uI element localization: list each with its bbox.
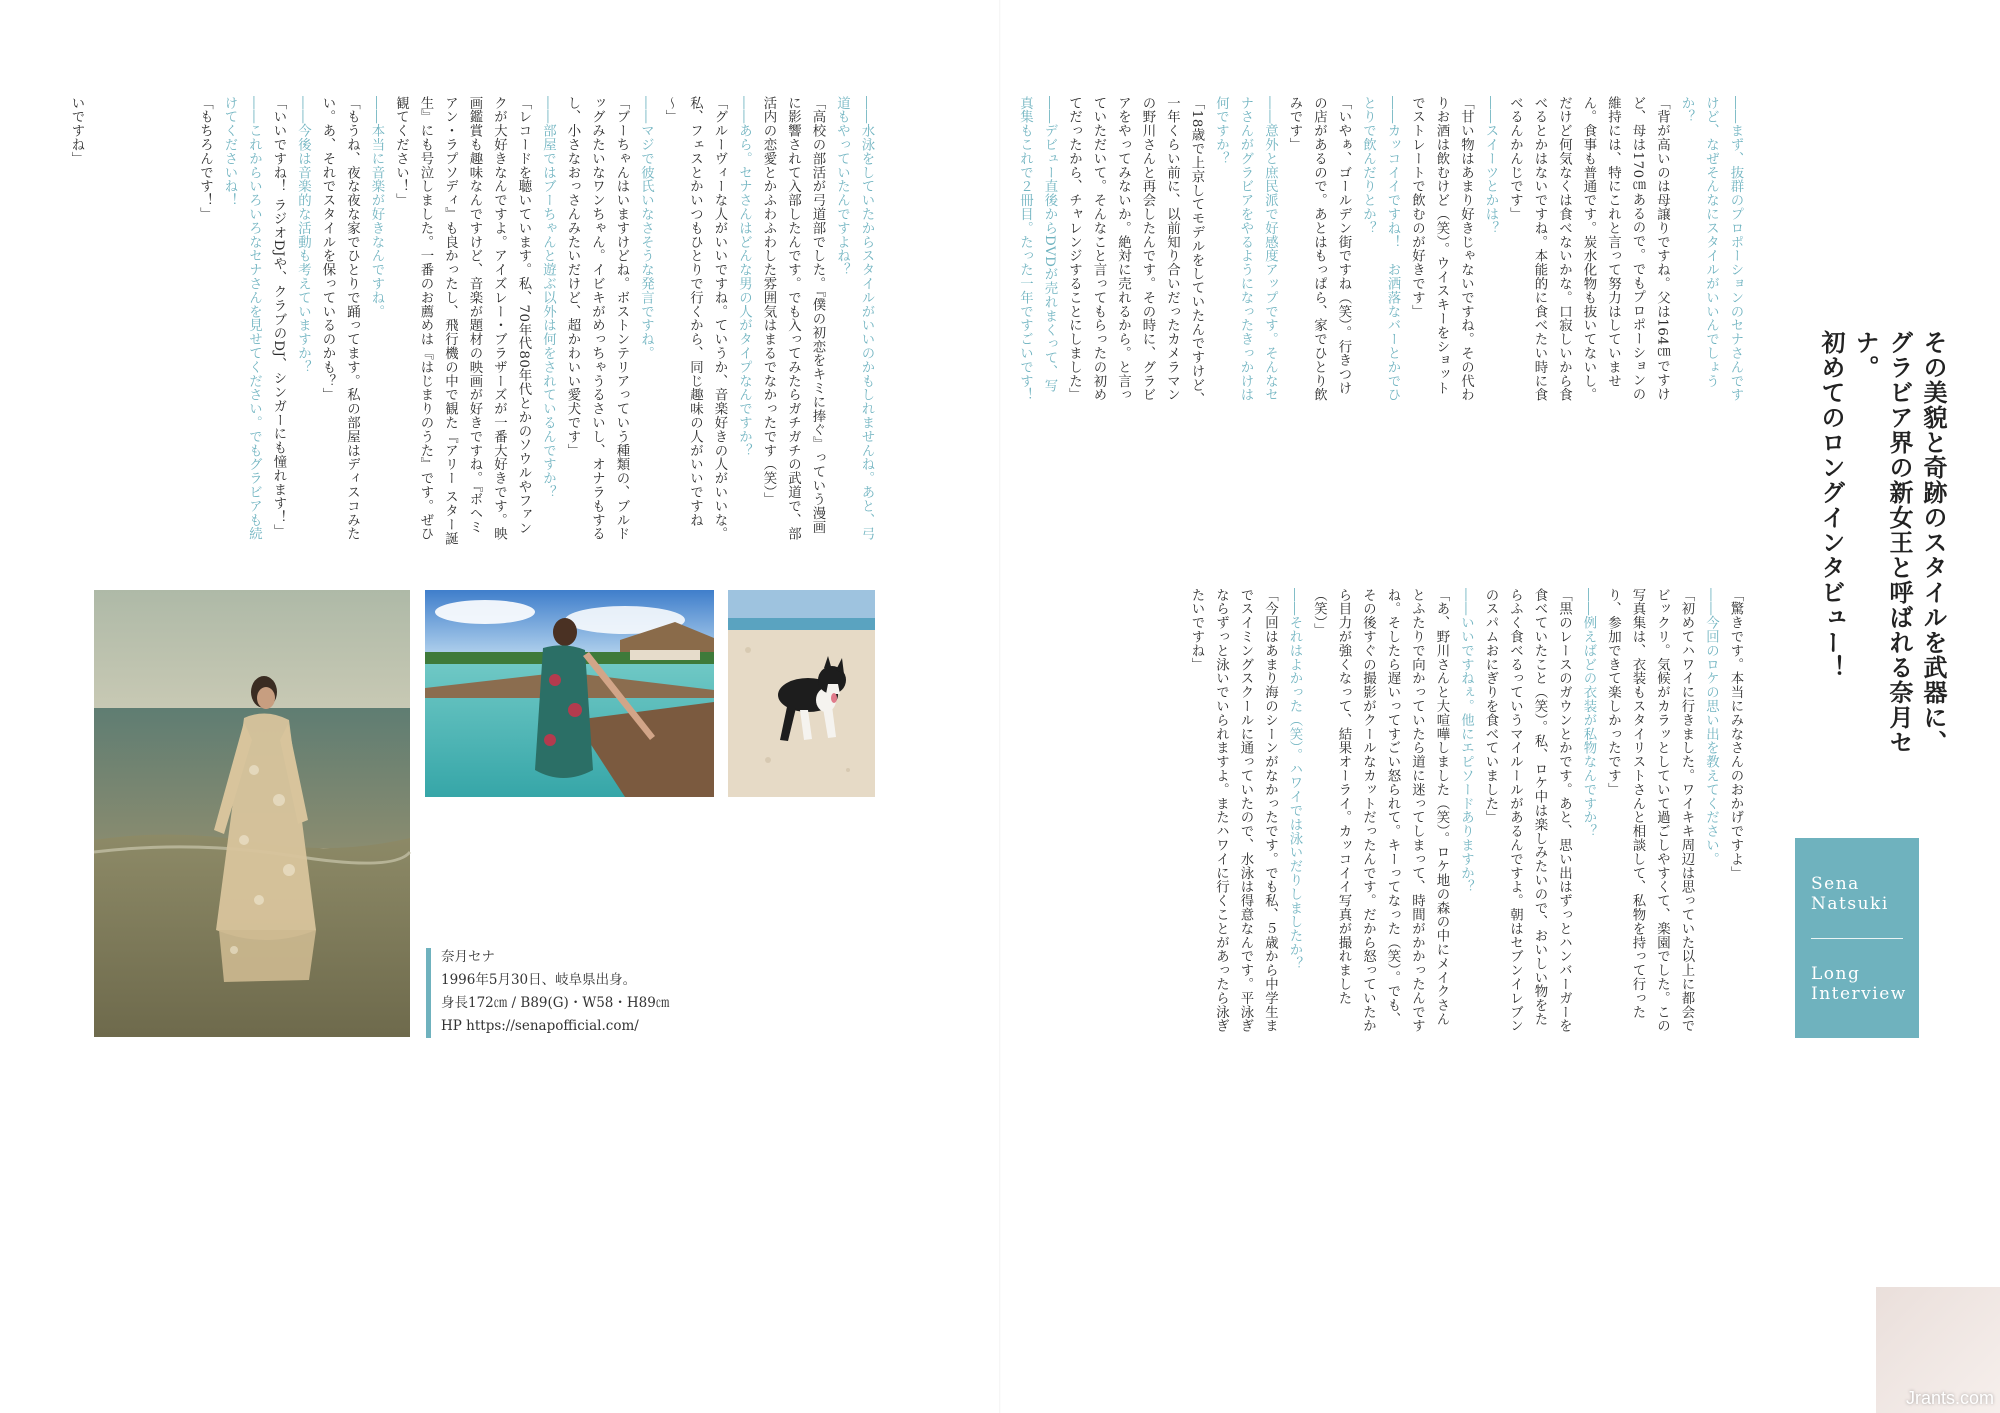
title-name-first: Sena bbox=[1811, 874, 1860, 894]
headline-line-2: グラビア界の新女王と呼ばれる奈月セナ。 bbox=[1851, 330, 1914, 755]
interview-question: ――まず、抜群のプロポーションのセナさんですけど、なぜそんなにスタイルがいいんでしょうか？ bbox=[1679, 96, 1743, 402]
headline-line-3: 初めてのロングインタビュー！ bbox=[1817, 330, 1846, 680]
interview-question: ――これからいろいろなセナさんを見せてください。でもグラビアも続けてくださいね！ bbox=[222, 96, 262, 541]
interview-question: ――水泳をしていたからスタイルがいいのかもしれませんね。あと、弓道もやっていたんですよね？ bbox=[834, 96, 874, 541]
interview-answer: 「甘い物はあまり好きじゃないですね。その代わりお酒は飲むけど（笑）。ウイスキーをショットでストレートで飲むのが好きです」 bbox=[1409, 96, 1474, 402]
photo-beach-dress bbox=[94, 590, 410, 1037]
interview-answer: 「18歳で上京してモデルをしていたんですけど、一年くらい前に、以前知り合いだったカメラマンの野川さんと再会したんです。その時に、グラビアをやってみないか。絶対に売れるから。と言っていただいて。そんなこと言ってもらったの初めてだったから、チャレンジすることにしました」 bbox=[1066, 96, 1204, 406]
title-sub-1: Long bbox=[1811, 964, 1861, 984]
interview-question: ――例えばどの衣装が私物なんですか？ bbox=[1581, 588, 1596, 839]
interview-column-left-top bbox=[88, 96, 878, 546]
interview-question: ――マジで彼氏いなさそうな発言ですね。 bbox=[638, 96, 654, 361]
profile-name: 奈月セナ bbox=[441, 949, 495, 965]
interview-answer: 「高校の部活が弓道部でした。『僕の初恋をキミに捧ぐ』っていう漫画に影響されて入部したんです。でも入ってみたらガチガチの武道で、部活内の恋愛とかふわふわした雰囲気はまるでなかったです（笑）」 bbox=[761, 96, 825, 541]
interview-question: ――部屋ではブーちゃんと遊ぶ以外は何をされているんですか？ bbox=[540, 96, 556, 500]
interview-question: ――意外と庶民派で好感度アップです。そんなセナさんがグラビアをやるようになったきっかけは何ですか？ bbox=[1213, 96, 1278, 402]
interview-answer: 「黒のレースのガウンとかです。あと、思い出はずっとハンバーガーを食べていたこと（笑）。私、ロケ中は楽しみたいので、おいしい物をたらふく食べるっていうマイルールがあるんですよ。朝はセブンイレブンのスパムおにぎりを食べていました」 bbox=[1483, 588, 1572, 1033]
leftmost-line: いですね」 bbox=[69, 96, 84, 166]
profile-block bbox=[441, 946, 701, 1038]
interview-question: ――いいですねぇ。他にエピソードありますか？ bbox=[1458, 588, 1474, 894]
interview-answer: 「いいですね！ ラジオDJや、クラブのDJ、シンガーにも憧れます！」 bbox=[271, 96, 286, 539]
interview-answer: 「初めてハワイに行きました。ワイキキ周辺は思っていた以上に都会でビックリ。気候がカラッとしていて過ごしやすくて、楽園でした。この写真集は、衣装もスタイリストさんと相談して、私物を持って行ったり、参加できて楽しかったです」 bbox=[1605, 588, 1694, 1033]
title-name-last: Natsuki bbox=[1811, 894, 1889, 914]
title-sub-2: Interview bbox=[1811, 984, 1907, 1004]
watermark-thumbnail bbox=[1876, 1287, 2000, 1413]
interview-question: ――今後は音楽的な活動も考えていますか？ bbox=[295, 96, 311, 374]
profile-size: 身長172㎝ / B89(G)・W58・H89㎝ bbox=[441, 995, 670, 1011]
photo-dog-beach bbox=[728, 590, 875, 797]
interview-question: ――それはよかった（笑）。ハワイでは泳いだりしましたか？ bbox=[1287, 588, 1302, 971]
interview-answer: 「もちろんです！」 bbox=[197, 96, 213, 222]
title-box bbox=[1795, 838, 1919, 1038]
profile-birth: 1996年5月30日、岐阜県出身。 bbox=[441, 972, 637, 988]
interview-question: ――本当に音楽が好きなんですね。 bbox=[369, 96, 384, 319]
interview-headline bbox=[1810, 330, 1950, 800]
interview-answer: 「背が高いのは母譲りですね。父は164㎝ですけど、母は170㎝あるので。でもプロポーションの維持には、特にこれと言って努力はしていません。食事も普通です。炭水化物も抜いてないし。だけど何気なくは食べないかな。口寂しいから食べるとかはないですね。本能的に食べたい時に食べるんかんじです」 bbox=[1507, 96, 1670, 402]
interview-answer: 「グルーヴィーな人がいいですね。ていうか、音楽好きの人がいいな。私、フェスとかいつもひとりで行くから、同じ趣味の人がいいですね～」 bbox=[663, 96, 727, 541]
photo-tropical-pier bbox=[425, 590, 714, 797]
interview-answer: 「あ、野川さんと大喧嘩しました（笑）。ロケ地の森の中にメイクさんとふたりで向かっていたら道に迷ってしまって、時間がかかったんですね。そしたら遅いってすごい怒られて。キーってなった（笑）。でも、その後すぐの撮影がクールなカットだったんです。だから怒っていたから目力が強くなって、結果オーライ。カッコイイ写真が撮れました（笑）」 bbox=[1311, 588, 1449, 1033]
interview-question: ――カッコイイですね！ お洒落なバーとかでひとりで飲んだりとか？ bbox=[1360, 96, 1400, 402]
interview-question: ――スイーツとかは？ bbox=[1483, 96, 1498, 235]
interview-question: ――デビュー直後からDVDが売れまくって、写真集もこれで２冊目。たった一年ですごいです！ bbox=[1017, 96, 1057, 402]
interview-answer: 「ブーちゃんはいますけどね。ボストンテリアっていう種類の、ブルドッグみたいなワンちゃん。イビキがめっちゃうるさいし、オナラもするし、小さなおっさんみたいだけど、超かわいい愛犬です」 bbox=[565, 96, 629, 541]
title-divider bbox=[1811, 938, 1903, 939]
interview-column-right-bottom bbox=[1122, 588, 1747, 1033]
interview-question: ――今回のロケの思い出を教えてください。 bbox=[1703, 588, 1719, 866]
page-gutter bbox=[999, 0, 1001, 1413]
watermark-text: Jrants.com bbox=[1905, 1388, 1994, 1408]
profile-website: HP https://senapofficial.com/ bbox=[441, 1018, 639, 1034]
interview-answer: 「もうね、夜な夜な家でひとりで踊ってます。私の部屋はディスコみたい。あ、それでスタイルを保っているのかも？」 bbox=[320, 96, 360, 541]
profile-accent-bar bbox=[426, 948, 431, 1038]
interview-question: ――あら。セナさんはどんな男の人がタイプなんですか？ bbox=[736, 96, 752, 458]
interview-answer: 「レコードを聴いています。私、70年代80年代とかのソウルやファンクが大好きなんですよ。アイズレー・ブラザーズが一番大好きです。映画鑑賞も趣味なんですけど、音楽が題材の映画が好きですね。『ボヘミアン・ラプソディ』も良かったし、飛行機の中で観た『アリー スター誕生』にも号泣しました。一番のお薦めは『はじまりのうた』です。ぜひ観てください！」 bbox=[393, 96, 531, 546]
interview-column-left-edge bbox=[62, 96, 88, 216]
interview-answer: 「いやぁ、ゴールデン街ですね（笑）。行きつけの店があるので。あとはもっぱら、家でひとり飲みです」 bbox=[1287, 96, 1351, 402]
interview-answer: 「今回はあまり海のシーンがなかったです。でも私、５歳から中学生までスイミングスクールに通っていたので、水泳は得意なんです。平泳ぎならずっと泳いでいられますよ。またハワイに行くことがあったら泳ぎたいですね」 bbox=[1189, 588, 1278, 1033]
interview-answer: 「驚きです。本当にみなさんのおかげですよ」 bbox=[1728, 588, 1743, 880]
interview-column-right-top bbox=[1017, 96, 1747, 406]
headline-line-1: その美貌と奇跡のスタイルを武器に、 bbox=[1919, 330, 1948, 755]
